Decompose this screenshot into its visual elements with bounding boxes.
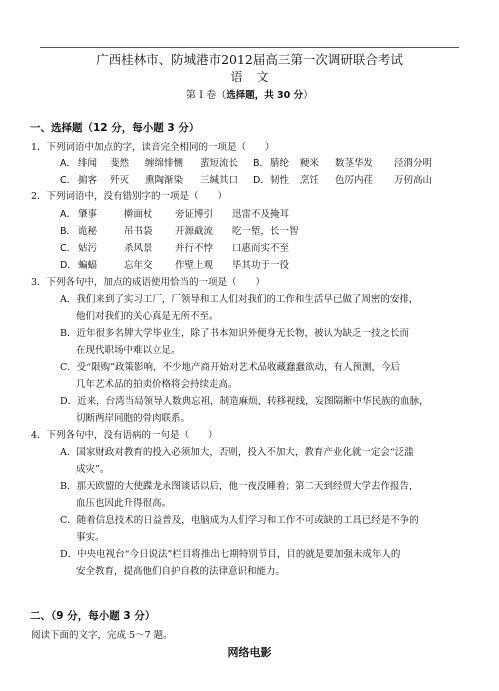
q1-a-w1: 绯闻 xyxy=(78,158,98,169)
q4-option-a-line1: A．国家财政对教育的投入必须加大，否则，投入不加大，教育产业化就一定会“泛滥 xyxy=(60,447,414,458)
section-1-title: 一、选择题（12 分，每小题 3 分） xyxy=(30,122,200,134)
q2-a-w3: 旁证博引 xyxy=(175,209,214,220)
q1-b-letter: B． xyxy=(253,158,270,169)
q3-option-b-line1: B．近年很多名牌大学毕业生，除了书本知识外便身无长物，被认为缺乏一技之长而 xyxy=(60,328,409,339)
q1-a-w2: 斐然 xyxy=(110,158,130,169)
q4-stem: 4．下列各句中，没有语病的一句是（ ） xyxy=(31,430,218,441)
q2-stem: 2．下列词语中，没有错别字的一项是（ ） xyxy=(31,191,228,202)
q2-d-w3: 作壁上观 xyxy=(175,260,214,271)
q4-option-a-line2: 成灾”。 xyxy=(76,464,110,475)
q1-b-w2: 粳米 xyxy=(300,158,320,169)
q2-c-w3: 并行不悖 xyxy=(175,243,214,254)
q1-a-w4: 蜚短流长 xyxy=(200,158,239,169)
volume-label xyxy=(0,86,499,101)
q2-b-w4: 吃一堑，长一智 xyxy=(232,226,299,237)
q1-d-letter: D． xyxy=(253,175,270,186)
header-rule xyxy=(40,47,459,48)
q2-c-w4: 口惠而实不至 xyxy=(232,243,290,254)
q1-c-w3: 熏陶渐染 xyxy=(145,175,184,186)
article-title: 网络电影 xyxy=(227,646,272,659)
q2-a-letter: A． xyxy=(60,209,76,220)
section-2-intro: 阅读下面的文字，完成 5～7 题。 xyxy=(31,630,173,641)
q2-c-letter: C． xyxy=(60,243,77,254)
q1-c-letter: C． xyxy=(60,175,77,186)
q2-d-w1: 蝙蝠 xyxy=(78,260,98,271)
q2-b-w1: 诡秘 xyxy=(78,226,98,237)
q2-d-letter: D． xyxy=(60,260,77,271)
q3-option-a-line1: A．我们来到了实习工厂，厂领导和工人们对我们的工作和生活早已做了周密的安排， xyxy=(60,294,419,305)
q3-option-c-line1: C．受“限购”政策影响，不少地产商开始对艺术品收藏蠢蠢欲动，有人预测，今后 xyxy=(60,362,400,373)
q2-d-w4: 毕其功于一役 xyxy=(232,260,290,271)
q2-b-w2: 吊书袋 xyxy=(124,226,153,237)
q3-option-d-line2: 切断两岸同胞的骨肉联系。 xyxy=(76,413,191,424)
q2-c-w1: 姑污 xyxy=(78,243,98,254)
q1-c-w2: 歼灭 xyxy=(110,175,130,186)
q4-option-b-line2: 血压也因此升得很高。 xyxy=(76,498,172,509)
q2-c-w2: 杀风景 xyxy=(124,243,153,254)
q2-b-letter: B． xyxy=(60,226,77,237)
q4-option-c-line2: 事实。 xyxy=(76,532,105,543)
q2-a-w4: 迅雷不及掩耳 xyxy=(232,209,290,220)
q4-option-c-line1: C．随着信息技术的日益普及，电脑成为人们学习和工作不可或缺的工具已经是不争的 xyxy=(60,515,419,526)
q1-b-w3: 数茎华发 xyxy=(335,158,374,169)
q4-option-b-line1: B．那天欧盟的大使蹀龙永图谈话以后，他一夜没睡着；第二天到经贸大学去作报告， xyxy=(60,481,419,492)
q1-c-w4: 三缄其口 xyxy=(200,175,239,186)
q1-c-w1: 掮客 xyxy=(78,175,98,186)
q1-d-w2: 烹饪 xyxy=(300,175,320,186)
q1-d-w4: 万仞高山 xyxy=(394,175,433,186)
q4-option-d-line1: D．中央电视台“今日说法”栏目将推出七期特别节目，目的就是要加强未成年人的 xyxy=(60,549,401,560)
q1-a-w3: 缠绵悱恻 xyxy=(145,158,184,169)
q2-d-w2: 忘年交 xyxy=(124,260,153,271)
volume-bold: 选择题，共 30 分 xyxy=(226,90,304,101)
subject-title: 语文 xyxy=(230,70,283,84)
q3-option-a-line2: 他们对我们的关心真是无所不至。 xyxy=(76,311,219,322)
q3-stem: 3．下列各句中，加点的成语使用恰当的一项是（ ） xyxy=(31,277,266,288)
q1-d-w3: 色厉内荏 xyxy=(335,175,374,186)
volume-suffix: ） xyxy=(303,90,314,101)
q1-stem: 1．下列词语中加点的字，读音完全相同的一项是（ ） xyxy=(31,142,275,153)
q2-a-w1: 肇事 xyxy=(78,209,98,220)
section-2-title: 二、（9 分，每小题 3 分） xyxy=(30,610,156,622)
q1-b-w4: 泾渭分明 xyxy=(394,158,433,169)
q3-option-d-line1: D．近来，台湾当局领导人数典忘祖，制造麻烦，转移视线，妄图隔断中华民族的血脉， xyxy=(60,396,429,407)
q1-d-w1: 韧性 xyxy=(270,175,290,186)
q3-option-b-line2: 在现代职场中难以立足。 xyxy=(76,345,181,356)
q1-b-w1: 腈纶 xyxy=(270,158,290,169)
q3-option-c-line2: 几年艺术品的拍卖价格将会持续走高。 xyxy=(76,379,238,390)
q2-a-w2: 擀面杖 xyxy=(124,209,153,220)
q4-option-d-line2: 安全教育，提高他们自护自救的法律意识和能力。 xyxy=(76,566,286,577)
q1-a-letter: A． xyxy=(60,158,76,169)
volume-prefix: 第 I 卷（ xyxy=(185,90,227,101)
q2-b-w3: 开源截流 xyxy=(175,226,214,237)
exam-title: 广西桂林市、防城港市2012届高三第一次调研联合考试 xyxy=(96,52,403,67)
